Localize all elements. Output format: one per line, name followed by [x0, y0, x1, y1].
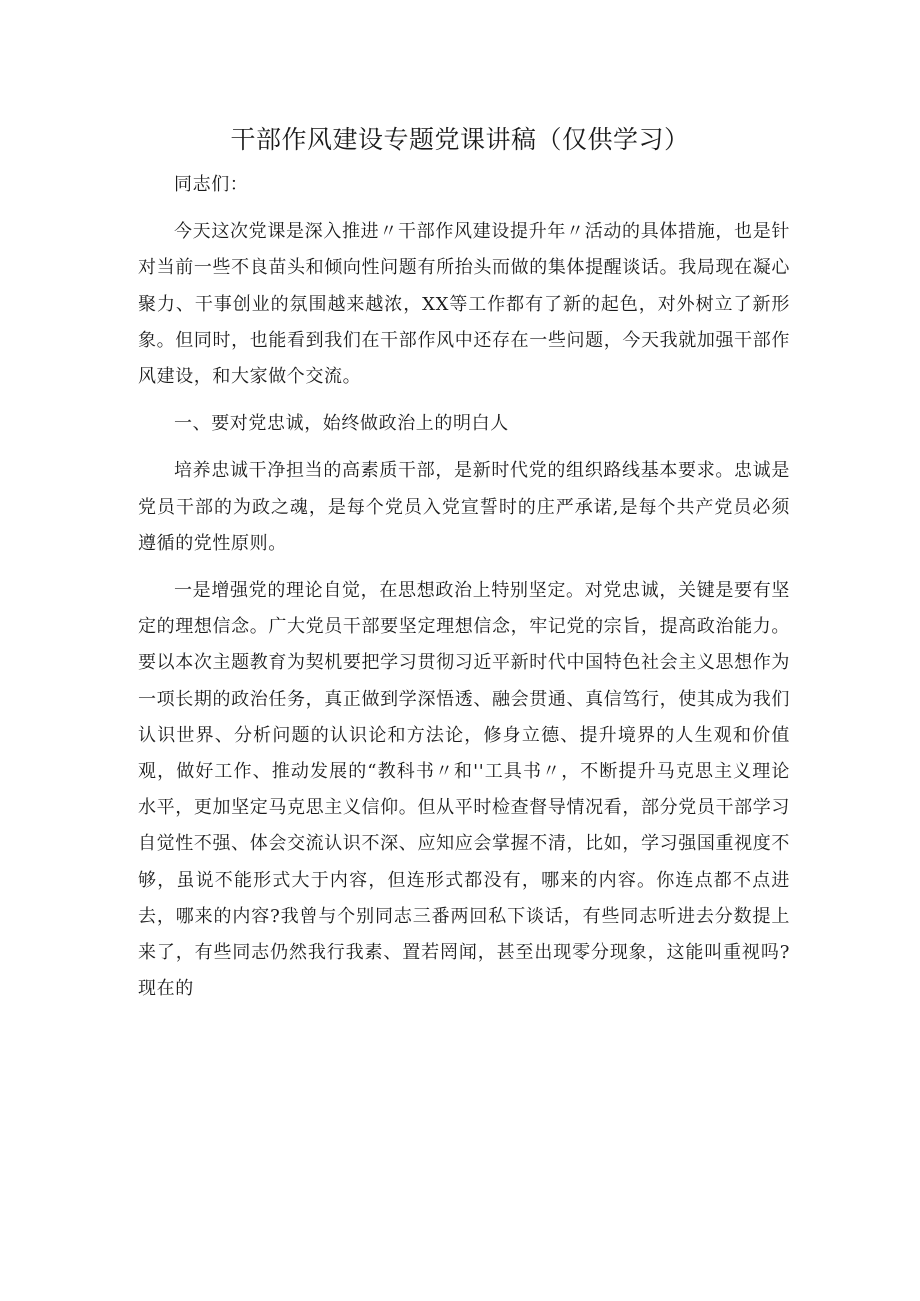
paragraph-point-1: 一是增强党的理论自觉，在思想政治上特别坚定。对党忠诚，关键是要有坚定的理想信念。广大党员干部要坚定理想信念，牢记党的宗旨，提高政治能力。要以本次主题教育为契机要把学习贯彻习近平新时代中国特色社会主义思想作为一项长期的政治任务，真正做到学深悟透、融会贯通、真信笃行，使其成为我们认识世界、分析问题的认识论和方法论，修身立德、提升境界的人生观和价值观，做好工作、推动发展的“教科书〃和''工具书〃，不断提升马克思主义理论水平，更加坚定马克思主义信仰。但从平时检查督导情况看，部分党员干部学习自觉性不强、体会交流认识不深、应知应会掌握不清，比如，学习强国重视度不够，虽说不能形式大于内容，但连形式都没有，哪来的内容。你连点都不点进去，哪来的内容?我曾与个别同志三番两回私下谈话，有些同志听进去分数提上来了，有些同志仍然我行我素、置若罔闻，甚至出现零分现象，这能叫重视吗?现在的	[138, 580, 790, 1000]
section-heading-1: 一、要对党忠诚，始终做政治上的明白人	[174, 413, 509, 435]
document-title: 干部作风建设专题党课讲稿（仅供学习）	[230, 125, 690, 154]
paragraph-intro: 今天这次党课是深入推进〃干部作风建设提升年〃活动的具体措施，也是针对当前一些不良苗头和倾向性问题有所抬头而做的集体提醒谈话。我局现在凝心聚力、干事创业的氛围越来越浓，XX等工作都有了新的起色，对外树立了新形象。但同时，也能看到我们在干部作风中还存在一些问题，今天我就加强干部作风建设，和大家做个交流。	[138, 221, 790, 388]
paragraph-loyalty: 培养忠诚干净担当的高素质干部，是新时代党的组织路线基本要求。忠诚是党员干部的为政之魂，是每个党员入党宣誓时的庄严承诺,是每个共产党员必须遵循的党性原则。	[138, 460, 790, 554]
document-body	[138, 167, 790, 1018]
paragraph-salutation: 同志们：	[174, 174, 249, 195]
